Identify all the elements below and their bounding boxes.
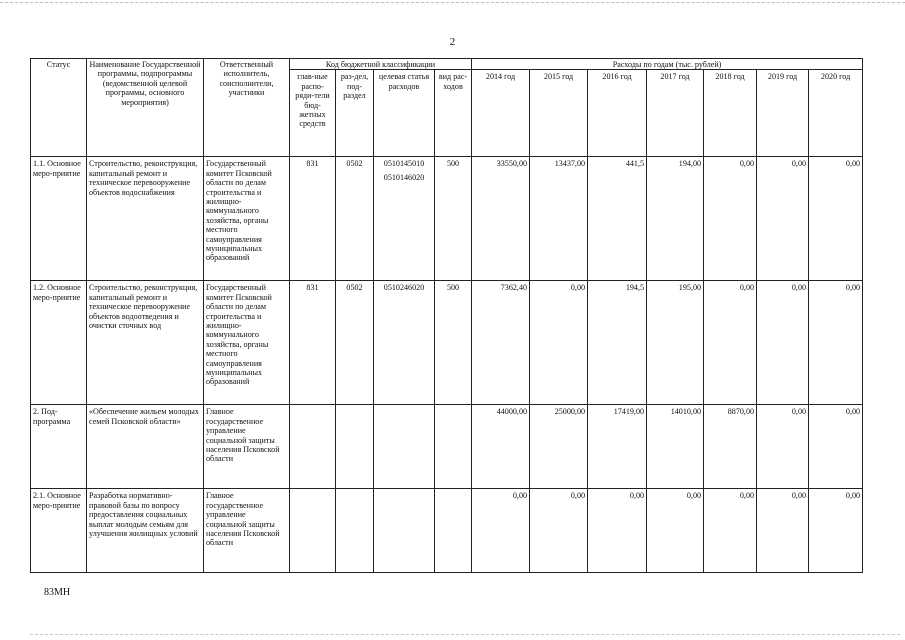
header-responsible: Ответственный исполнитель, соисполнители, участники <box>204 59 290 157</box>
scan-bottom-edge <box>30 634 900 635</box>
row-value-2019: 0,00 <box>757 281 809 405</box>
header-expenses-group: Расходы по годам (тыс. рублей) <box>472 59 863 70</box>
row-responsible: Главное государственное управление социальной защиты населения Псковской области <box>204 405 290 489</box>
table-row <box>31 157 863 281</box>
row-responsible: Государственный комитет Псковской области по делам строительства и жилищно-коммунального хозяйства, органы местного самоуправления муниципальных образований <box>204 157 290 281</box>
row-value-2014: 7362,40 <box>472 281 530 405</box>
row-section: 0502 <box>336 281 374 405</box>
row-value-2017: 14010,00 <box>647 405 704 489</box>
row-status: 2. Под-программа <box>31 405 87 489</box>
row-responsible: Главное государственное управление социальной защиты населения Псковской области <box>204 489 290 573</box>
header-year-2016: 2016 год <box>588 70 647 157</box>
row-status: 2.1. Основное меро-приятие <box>31 489 87 573</box>
row-value-2016: 194,5 <box>588 281 647 405</box>
header-status: Статус <box>31 59 87 157</box>
row-value-2015: 0,00 <box>530 489 588 573</box>
row-status: 1.2. Основное меро-приятие <box>31 281 87 405</box>
row-target-article <box>374 281 435 405</box>
table-row <box>31 281 863 405</box>
row-expense-type <box>435 489 472 573</box>
row-expense-type: 500 <box>435 157 472 281</box>
header-year-2014: 2014 год <box>472 70 530 157</box>
row-section: 0502 <box>336 157 374 281</box>
row-value-2016: 441,5 <box>588 157 647 281</box>
row-value-2018: 0,00 <box>704 489 757 573</box>
row-value-2020: 0,00 <box>809 405 863 489</box>
row-value-2019: 0,00 <box>757 405 809 489</box>
header-year-2017: 2017 год <box>647 70 704 157</box>
row-target-article <box>374 405 435 489</box>
row-value-2016: 17419,00 <box>588 405 647 489</box>
row-value-2014: 33550,00 <box>472 157 530 281</box>
row-value-2017: 194,00 <box>647 157 704 281</box>
row-value-2015: 25000,00 <box>530 405 588 489</box>
row-name: Разработка нормативно-правовой базы по вопросу предоставления социальных выплат молодым семьям для улучшения жилищных условий <box>87 489 204 573</box>
header-section: раз-дел, под-раздел <box>336 70 374 157</box>
row-value-2018: 8870,00 <box>704 405 757 489</box>
header-year-2019: 2019 год <box>757 70 809 157</box>
table-row <box>31 489 863 573</box>
header-budget-code-group: Код бюджетной классификации <box>290 59 472 70</box>
header-year-2015: 2015 год <box>530 70 588 157</box>
row-grbs: 831 <box>290 157 336 281</box>
row-value-2018: 0,00 <box>704 157 757 281</box>
row-value-2017: 0,00 <box>647 489 704 573</box>
row-value-2014: 0,00 <box>472 489 530 573</box>
header-program-name: Наименование Государственной программы, подпрограммы (ведомственной целевой программы, основного мероприятия) <box>87 59 204 157</box>
row-grbs: 831 <box>290 281 336 405</box>
row-value-2017: 195,00 <box>647 281 704 405</box>
row-section <box>336 405 374 489</box>
row-value-2020: 0,00 <box>809 489 863 573</box>
document-code: 83МН <box>44 587 71 598</box>
row-value-2015: 0,00 <box>530 281 588 405</box>
page-number: 2 <box>449 36 456 48</box>
row-target-article <box>374 157 435 281</box>
row-value-2020: 0,00 <box>809 281 863 405</box>
row-value-2019: 0,00 <box>757 489 809 573</box>
row-section <box>336 489 374 573</box>
target-article-code: 0510146020 <box>383 172 425 182</box>
row-target-article <box>374 489 435 573</box>
row-responsible: Государственный комитет Псковской области по делам строительства и жилищно-коммунального хозяйства, органы местного самоуправления муниципальных образований <box>204 281 290 405</box>
row-value-2020: 0,00 <box>809 157 863 281</box>
row-value-2016: 0,00 <box>588 489 647 573</box>
row-value-2019: 0,00 <box>757 157 809 281</box>
header-year-2018: 2018 год <box>704 70 757 157</box>
scan-top-edge <box>0 2 905 3</box>
row-name: Строительство, реконструкция, капитальный ремонт и техническое перевооружение объектов водоснабжения <box>87 157 204 281</box>
row-value-2014: 44000,00 <box>472 405 530 489</box>
header-year-2020: 2020 год <box>809 70 863 157</box>
header-target-article: целевая статья расходов <box>374 70 435 157</box>
target-article-code: 0510246020 <box>383 283 425 293</box>
row-grbs <box>290 405 336 489</box>
table-row <box>31 405 863 489</box>
budget-table <box>30 58 863 573</box>
target-article-code: 0510145010 <box>383 159 425 169</box>
row-status: 1.1. Основное меро-приятие <box>31 157 87 281</box>
row-expense-type: 500 <box>435 281 472 405</box>
header-grbs: глав-ные распо-ряди-тели бюд-жетных средств <box>290 70 336 157</box>
row-name: Строительство, реконструкция, капитальный ремонт и техническое перевооружение объектов водоотведения и очистки сточных вод <box>87 281 204 405</box>
row-expense-type <box>435 405 472 489</box>
row-value-2018: 0,00 <box>704 281 757 405</box>
header-expense-type: вид рас-ходов <box>435 70 472 157</box>
row-name: «Обеспечение жильем молодых семей Псковской области» <box>87 405 204 489</box>
row-grbs <box>290 489 336 573</box>
row-value-2015: 13437,00 <box>530 157 588 281</box>
